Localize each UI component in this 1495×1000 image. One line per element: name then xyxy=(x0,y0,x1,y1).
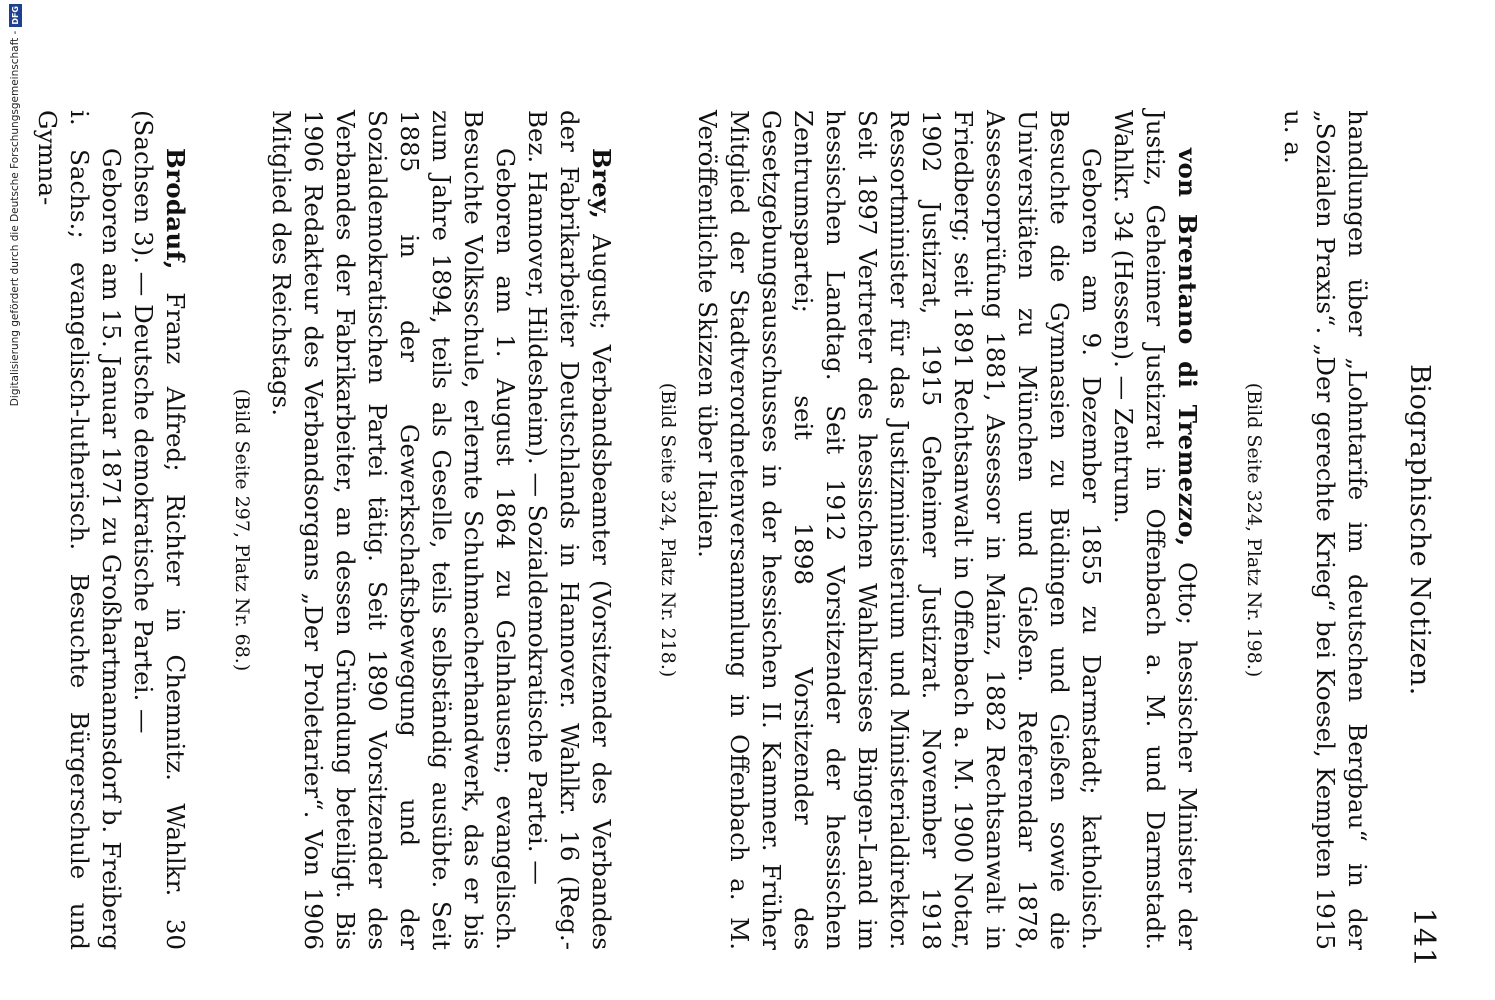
entry-heading xyxy=(521,110,617,950)
intro-picture-reference: (Bild Seite 324, Platz Nr. 198.) xyxy=(1243,382,1265,678)
entry-heading xyxy=(1107,110,1203,950)
biography-entry xyxy=(655,110,1203,950)
entry-body: Geboren am 9. Dezember 1855 zu Darmstadt; katholisch. Besuchte die Gymnasien zu Büdingen und Gießen sowie die Universitäten zu München und Gießen. Referendar 1878, Assessorprüfung 1881, Assessor in Mainz, 1882 Rechtsanwalt in Friedberg; seit 1891 Rechtsanwalt in Offenbach a. M. 1900 Notar, 1902 Justizrat, 1915 Geheimer Justizrat. November 1918 Ressortminister für das Justizministerium und Ministerialdirektor. Seit 1897 Vertreter des hessischen Wahlkreises Bingen-Land im hessischen Landtag. Seit 1912 Vorsitzender der hessischen Zentrumspartei; seit 1898 Vorsitzender des Gesetzgebungsausschusses in der hessischen II. Kammer. Früher Mitglied der Stadtverordnetenversammlung in Offenbach a. M. Veröffentlichte Skizzen über Italien. xyxy=(693,110,1106,950)
entry-summary: Otto; hessischer Minister der Justiz, Geheimer Justizrat in Offenbach a. M. und Darmstadt. Wahlkr. 34 (Hessen). — Zentrum. xyxy=(1109,110,1202,950)
credit-text: Digitalisierung gefördert durch die Deutsche Forschungsgemeinschaft - xyxy=(9,30,21,407)
running-header xyxy=(1395,110,1441,968)
dfg-logo: DFG xyxy=(10,6,20,25)
biography-entry xyxy=(229,110,617,950)
page-title: Biographische Notizen. xyxy=(1404,364,1435,696)
page-number: 141 xyxy=(1406,907,1441,968)
entry-summary: Franz Alfred; Richter in Chemnitz. Wahlkr. 30 (Sachsen 3). — Deutsche demokratische Partei. — xyxy=(129,110,190,950)
biography-entry xyxy=(31,110,191,950)
person-name: Brey, xyxy=(587,148,616,220)
person-name: von Brentano di Tremezzo, xyxy=(1173,148,1202,547)
person-name: Brodauf, xyxy=(161,148,190,270)
text-area xyxy=(33,110,1441,968)
intro-paragraph: handlungen über „Lohntarife im deutschen Bergbau“ in der „Sozialen Praxis“. „Der gerechte Krieg“ bei Koesel, Kempten 1915 u. a. xyxy=(1279,110,1372,950)
entry-body: Geboren am 15. Januar 1871 zu Großhartmannsdorf b. Freiberg i. Sachs.; evangelisch-lutherisch. Besuchte Bürgerschule und Gymna- xyxy=(33,110,126,950)
entry-summary: August; Verbandsbeamter (Vorsitzender des Verbandes der Fabrikarbeiter Deutschlands in Hannover. Wahlkr. 16 (Reg.-Bez. Hannover, Hildesheim). — Sozialdemokratische Partei. — xyxy=(523,110,616,950)
digitization-credit xyxy=(0,0,30,1000)
entry-heading xyxy=(127,110,191,950)
entry-body: Geboren am 1. August 1864 zu Gelnhausen; evangelisch. Besuchte Volksschule, erlernte Schuhmacherhandwerk, das er bis zum Jahre 1894, teils als Geselle, teils selbständig ausübte. Seit 1885 in der Gewerkschaftsbewegung und der Sozialdemokratischen Partei tätig. Seit 1890 Vorsitzender des Verbandes der Fabrikarbeiter, an dessen Gründung beteiligt. Bis 1906 Redakteur des Verbandsorgans „Der Proletarier“. Von 1906 Mitglied des Reichstags. xyxy=(267,110,520,950)
picture-reference: (Bild Seite 324, Platz Nr. 218.) xyxy=(657,382,679,678)
picture-reference: (Bild Seite 297, Platz Nr. 68.) xyxy=(231,388,253,672)
